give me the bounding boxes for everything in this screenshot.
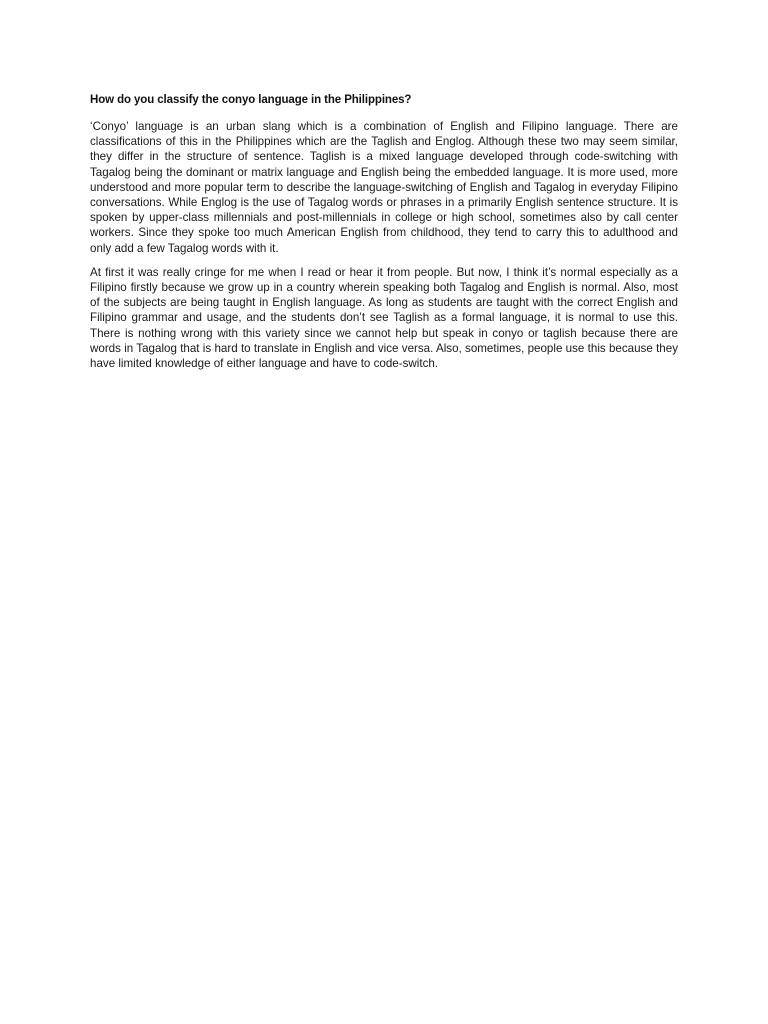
paragraph-opinion: At first it was really cringe for me when I read or hear it from people. But now, I think it’s normal especially as a Filipino firstly because we grow up in a country wherein speaking both Tagalog and English is normal. Also, most of the subjects are being taught in English language. As long as students are taught with the correct English and Filipino grammar and usage, and the students don’t see Taglish as a formal language, it is normal to use this. There is nothing wrong with this variety since we cannot help but speak in conyo or taglish because there are words in Tagalog that is hard to translate in English and vice versa. Also, sometimes, people use this because they have limited knowledge of either language and have to code-switch.	[90, 265, 678, 371]
paragraph-classification: ‘Conyo’ language is an urban slang which is a combination of English and Filipino language. There are classifications of this in the Philippines which are the Taglish and Englog. Although these two may seem similar, they differ in the structure of sentence. Taglish is a mixed language developed through code-switching with Tagalog being the dominant or matrix language and English being the embedded language. It is more used, more understood and more popular term to describe the language-switching of English and Tagalog in everyday Filipino conversations. While Englog is the use of Tagalog words or phrases in a primarily English sentence structure. It is spoken by upper-class millennials and post-millennials in college or high school, sometimes also by call center workers. Since they spoke too much American English from childhood, they tend to carry this to adulthood and only add a few Tagalog words with it.	[90, 120, 678, 255]
question-heading: How do you classify the conyo language in the Philippines?	[90, 94, 412, 106]
document-body	[90, 92, 678, 380]
